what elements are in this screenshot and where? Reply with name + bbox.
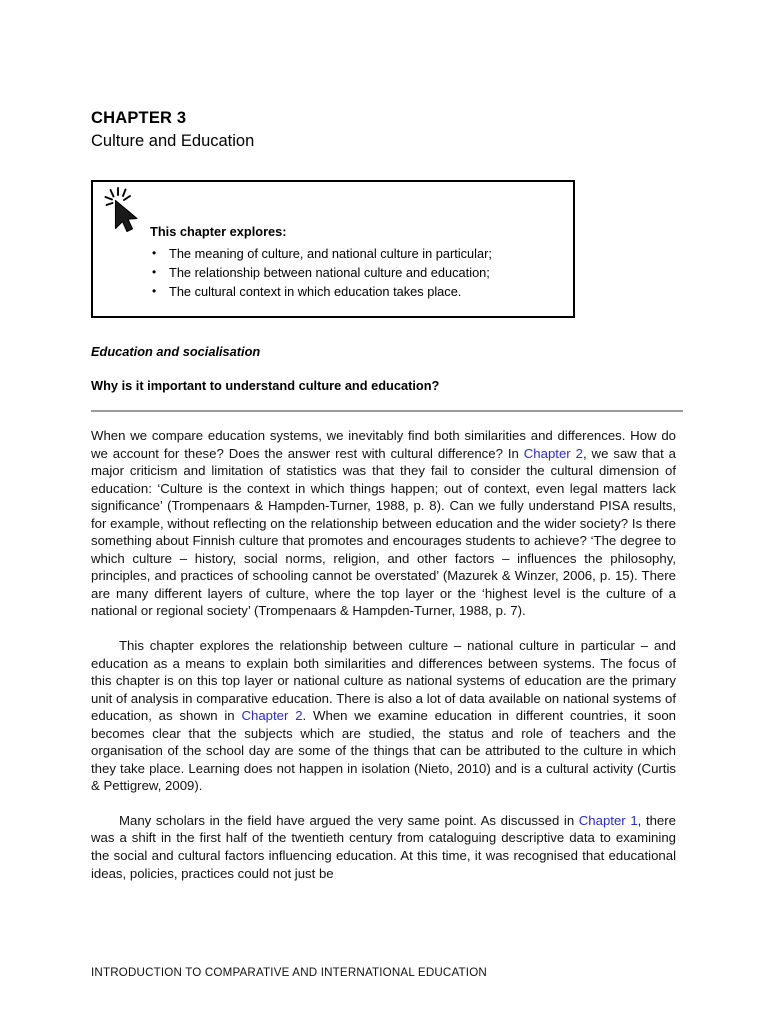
chapter-explores-list [150, 244, 563, 302]
link-chapter-2[interactable]: Chapter 2 [523, 445, 583, 461]
body-text-column [91, 427, 676, 899]
paragraph-1 [91, 427, 676, 620]
list-item [150, 282, 563, 301]
chapter-heading-block [91, 108, 681, 153]
chapter-number: CHAPTER 3 [91, 109, 187, 127]
page-footer: INTRODUCTION TO COMPARATIVE AND INTERNATIONAL EDUCATION [91, 966, 487, 979]
bullet-glyph: • [152, 245, 157, 260]
mouse-cursor-click-icon [103, 186, 147, 234]
link-chapter-1[interactable]: Chapter 1 [578, 812, 638, 828]
paragraph-1-text-b: , we saw that a major criticism and limitation of statistics was that they fail to consider the cultural dimension of education: ‘Culture is the context in which things happen; out of context, even legal matters lack significance’ (Trompenaars & Hampden-Turner, 1988, p. 8). Can we fully understand PISA results, for example, without reflecting on the relationship between education and the wider society? Is there something about Finnish culture that promotes and encourages students to achieve? ‘The degree to which culture – history, social norms, religion, and other factors – influences the philosophy, principles, and practices of schooling cannot be overstated’ (Mazurek & Winzer, 2006, p. 15). There are many different layers of culture, where the top layer or the ‘highest level is the culture of a national or regional society’ (Trompenaars & Hampden-Turner, 1988, p. 7). [91, 445, 676, 619]
chapter-title: Culture and Education [91, 132, 255, 151]
bullet-glyph: • [152, 264, 157, 279]
section-heading-question: Why is it important to understand culture and education? [91, 378, 440, 393]
list-item [150, 263, 563, 282]
list-item [150, 244, 563, 263]
bullet-glyph: • [152, 284, 157, 299]
section-heading-education-and-socialisation: Education and socialisation [91, 344, 261, 359]
paragraph-3-text-a: Many scholars in the field have argued the very same point. As discussed in [119, 812, 579, 828]
list-item-label: The cultural context in which education takes place. [169, 284, 462, 300]
paragraph-3 [91, 812, 676, 882]
list-item-label: The meaning of culture, and national culture in particular; [169, 245, 492, 261]
chapter-explores-heading: This chapter explores: [150, 224, 287, 239]
paragraph-1-text-a: When we compare education systems, we inevitably find both similarities and differences. How do we account for these? Does the answer rest with cultural difference? In [91, 428, 676, 461]
list-item-label: The relationship between national culture and education; [169, 264, 490, 280]
paragraph-2 [91, 637, 676, 795]
chapter-explores-box [91, 180, 575, 318]
link-chapter-2[interactable]: Chapter 2 [241, 708, 303, 724]
paragraph-3-text-b: , there was a shift in the first half of the twentieth century from cataloguing descriptive data to examining the social and cultural factors influencing education. At this time, it was recognised that educational ideas, policies, practices could not just be [91, 812, 676, 881]
horizontal-rule-divider [91, 410, 683, 412]
paragraph-2-text-a: This chapter explores the relationship between culture – national culture in particular – and education as a means to explain both similarities and differences between systems. The focus of this chapter is on this top layer or national culture as national systems of education are the primary unit of analysis in comparative education. There is also a lot of data available on national systems of education, as shown in [91, 638, 676, 724]
chapter-explores-content [150, 223, 563, 302]
paragraph-2-text-b: . When we examine education in different countries, it soon becomes clear that the subjects which are studied, the status and role of teachers and the organisation of the school day are some of the things that can be attributed to the culture in which they take place. Learning does not happen in isolation (Nieto, 2010) and is a cultural activity (Curtis & Pettigrew, 2009). [91, 708, 676, 794]
